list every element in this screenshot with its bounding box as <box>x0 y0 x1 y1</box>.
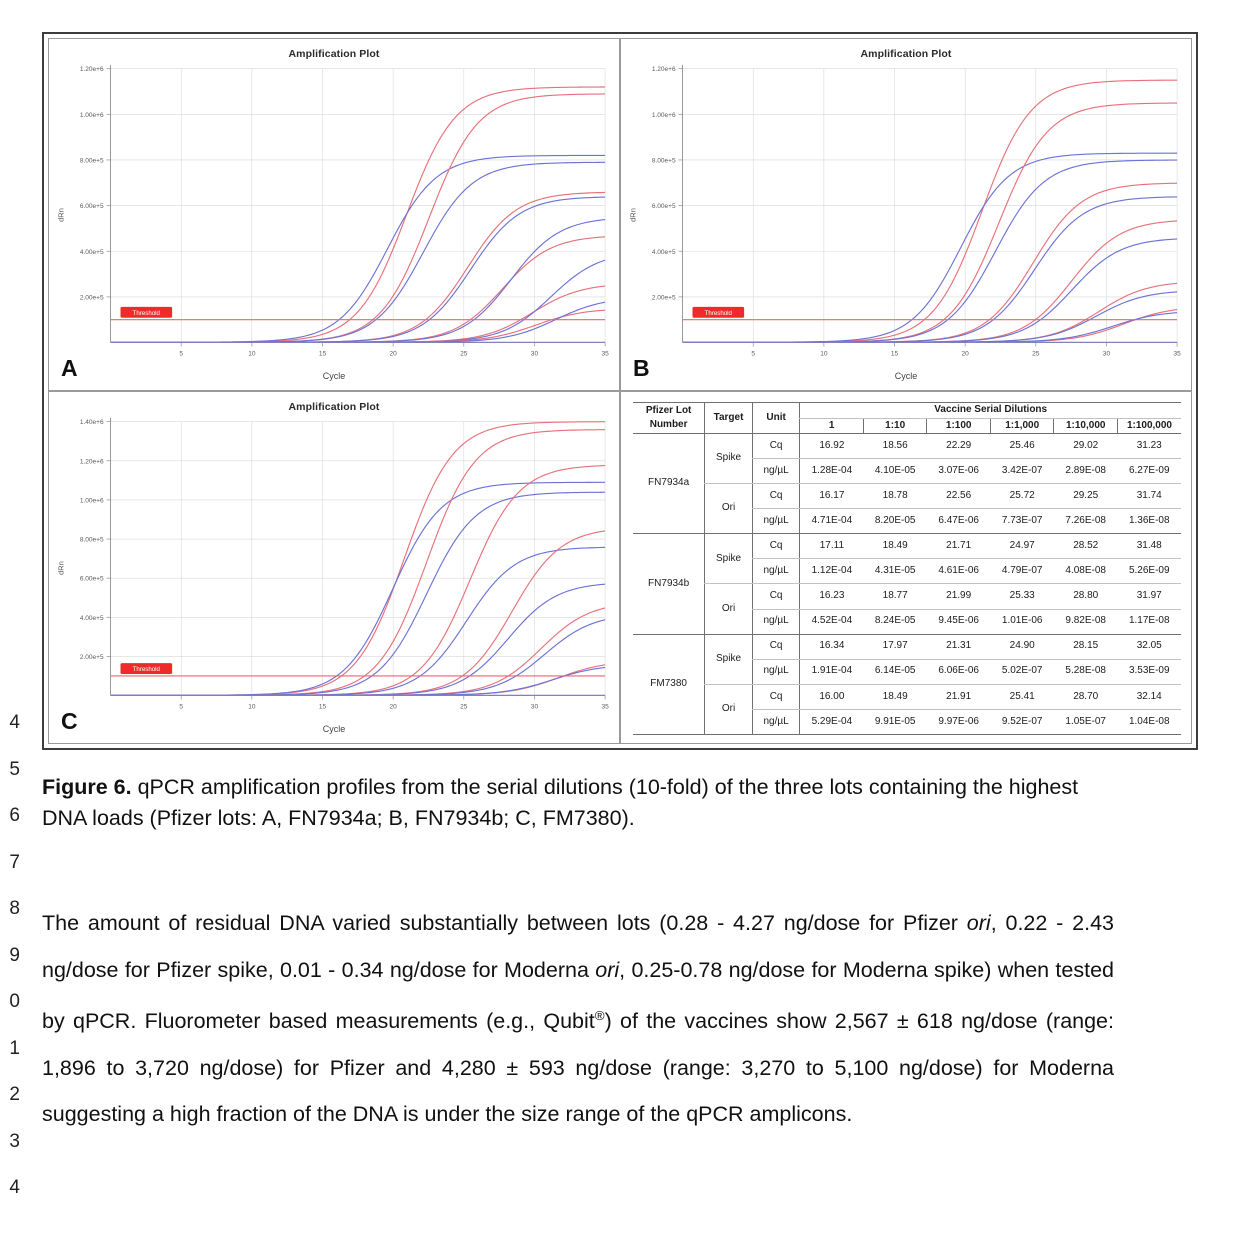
cell-value: 18.56 <box>863 434 927 459</box>
svg-text:25: 25 <box>1032 350 1040 358</box>
cell-value: 4.31E-05 <box>863 559 927 584</box>
qpcr-results-table-panel <box>620 391 1192 744</box>
svg-text:8.00e+5: 8.00e+5 <box>79 157 104 165</box>
cell-value: 9.82E-08 <box>1054 609 1118 634</box>
cell-value: 25.72 <box>990 484 1054 509</box>
cell-value: 16.34 <box>800 634 864 659</box>
cell-target: Spike <box>705 634 753 684</box>
cell-value: 32.05 <box>1117 634 1181 659</box>
cell-value: 21.31 <box>927 634 991 659</box>
cell-value: 5.02E-07 <box>990 659 1054 684</box>
cell-value: 8.20E-05 <box>863 509 927 534</box>
cell-unit: Cq <box>752 584 800 609</box>
body-part-1: The amount of residual DNA varied substantially between lots (0.28 - 4.27 ng/dose for Pfizer <box>42 911 967 935</box>
cell-unit: ng/µL <box>752 659 800 684</box>
line-number: 0 <box>9 991 20 1012</box>
cell-value: 3.53E-09 <box>1117 659 1181 684</box>
svg-text:1.40e+6: 1.40e+6 <box>79 419 104 427</box>
line-number: 8 <box>9 898 20 919</box>
svg-text:10: 10 <box>820 350 828 358</box>
cell-unit: ng/µL <box>752 609 800 634</box>
amplification-plot-svg-a <box>49 39 619 390</box>
line-number: 4 <box>9 712 20 733</box>
line-number-margin <box>0 700 20 1212</box>
table-row <box>633 634 1181 659</box>
cell-value: 31.48 <box>1117 534 1181 559</box>
svg-text:15: 15 <box>318 703 327 711</box>
svg-text:10: 10 <box>248 703 256 711</box>
table-row <box>633 484 1181 509</box>
cell-value: 22.29 <box>927 434 991 459</box>
cell-value: 6.27E-09 <box>1117 459 1181 484</box>
body-paragraph <box>42 900 1114 1138</box>
figure-caption <box>42 772 1117 834</box>
cell-lot-number: FM7380 <box>633 634 705 734</box>
body-part-3: , 0.25-0.78 ng/dose for Moderna spike) when tested by qPCR. Fluorometer based measurements (e.g., Qubit <box>42 957 1114 1034</box>
line-number: 3 <box>9 1130 20 1152</box>
figure-caption-text: qPCR amplification profiles from the serial dilutions (10-fold) of the three lots containing the highest DNA loads (Pfizer lots: A, FN7934a; B, FN7934b; C, FM7380). <box>42 775 1079 830</box>
figure-6-container <box>42 32 1198 750</box>
qpcr-results-table <box>633 402 1181 735</box>
line-number: 2 <box>9 1084 20 1105</box>
cell-value: 25.41 <box>990 684 1054 709</box>
svg-text:20: 20 <box>389 350 397 358</box>
header-unit: Unit <box>752 403 800 434</box>
cell-value: 18.78 <box>863 484 927 509</box>
svg-text:1.00e+6: 1.00e+6 <box>79 111 104 119</box>
header-dilution: 1:100,000 <box>1117 418 1181 434</box>
panel-b-amplification-plot <box>620 38 1192 391</box>
svg-text:2.00e+5: 2.00e+5 <box>651 294 676 302</box>
cell-value: 29.25 <box>1054 484 1118 509</box>
svg-text:4.00e+5: 4.00e+5 <box>79 614 104 622</box>
cell-value: 32.14 <box>1117 684 1181 709</box>
cell-value: 3.07E-06 <box>927 459 991 484</box>
svg-text:4.00e+5: 4.00e+5 <box>651 248 676 256</box>
header-vaccine-serial-dilutions: Vaccine Serial Dilutions <box>800 403 1181 419</box>
panel-c-y-axis-title: dRn <box>56 560 66 575</box>
cell-unit: ng/µL <box>752 459 800 484</box>
header-dilution: 1:10 <box>863 418 927 434</box>
cell-value: 9.45E-06 <box>927 609 991 634</box>
body-part-4: ) of the vaccines show 2,567 ± 618 ng/dose (range: 1,896 to 3,720 ng/dose) for Pfizer and 4,280 ± 593 ng/dose (range: 3,270 to 5,100 ng/dose) for Moderna suggesting a high fraction of the DNA is under the size range of the qPCR amplicons. <box>42 1009 1114 1127</box>
cell-unit: Cq <box>752 684 800 709</box>
cell-value: 9.52E-07 <box>990 709 1054 734</box>
cell-value: 2.89E-08 <box>1054 459 1118 484</box>
panel-c-x-axis-title: Cycle <box>322 724 346 734</box>
cell-value: 28.15 <box>1054 634 1118 659</box>
cell-value: 1.05E-07 <box>1054 709 1118 734</box>
cell-value: 17.97 <box>863 634 927 659</box>
table-header-row-group <box>633 403 1181 419</box>
cell-value: 7.73E-07 <box>990 509 1054 534</box>
panel-c-amplification-plot <box>48 391 620 744</box>
cell-value: 5.26E-09 <box>1117 559 1181 584</box>
panel-b-chart <box>621 39 1191 390</box>
cell-value: 21.91 <box>927 684 991 709</box>
cell-target: Ori <box>705 484 753 534</box>
cell-value: 8.24E-05 <box>863 609 927 634</box>
cell-value: 18.49 <box>863 534 927 559</box>
cell-value: 6.14E-05 <box>863 659 927 684</box>
cell-value: 9.97E-06 <box>927 709 991 734</box>
cell-target: Ori <box>705 584 753 634</box>
figure-panel-grid <box>48 38 1192 744</box>
svg-text:20: 20 <box>961 350 969 358</box>
line-number: 9 <box>9 944 20 966</box>
svg-text:30: 30 <box>1102 350 1111 358</box>
cell-value: 31.97 <box>1117 584 1181 609</box>
cell-value: 28.70 <box>1054 684 1118 709</box>
cell-lot-number: FN7934b <box>633 534 705 634</box>
cell-unit: ng/µL <box>752 709 800 734</box>
cell-value: 18.77 <box>863 584 927 609</box>
header-dilution: 1:1,000 <box>990 418 1054 434</box>
cell-value: 1.17E-08 <box>1117 609 1181 634</box>
svg-text:1.00e+6: 1.00e+6 <box>651 111 676 119</box>
cell-value: 1.28E-04 <box>800 459 864 484</box>
svg-text:6.00e+5: 6.00e+5 <box>651 203 676 211</box>
cell-unit: ng/µL <box>752 509 800 534</box>
cell-value: 28.52 <box>1054 534 1118 559</box>
svg-text:1.20e+6: 1.20e+6 <box>651 66 676 74</box>
panel-letter-c: C <box>61 708 78 734</box>
svg-text:6.00e+5: 6.00e+5 <box>79 203 104 211</box>
cell-value: 6.47E-06 <box>927 509 991 534</box>
panel-c-title: Amplification Plot <box>288 401 380 413</box>
body-part-2: , 0.22 - 2.43 ng/dose for Pfizer spike, 0.01 - 0.34 ng/dose for Moderna <box>42 911 1114 982</box>
cell-target: Spike <box>705 434 753 484</box>
cell-unit: Cq <box>752 434 800 459</box>
figure-caption-label: Figure 6. <box>42 775 132 799</box>
table-row <box>633 534 1181 559</box>
body-italic-ori-1: ori <box>966 911 991 935</box>
header-pfizer-lot-number <box>633 403 705 434</box>
svg-text:6.00e+5: 6.00e+5 <box>79 575 104 583</box>
cell-value: 5.28E-08 <box>1054 659 1118 684</box>
cell-value: 16.92 <box>800 434 864 459</box>
cell-value: 1.91E-04 <box>800 659 864 684</box>
cell-target: Spike <box>705 534 753 584</box>
svg-text:25: 25 <box>460 350 468 358</box>
cell-value: 16.00 <box>800 684 864 709</box>
threshold-badge-label: Threshold <box>704 309 732 317</box>
cell-value: 28.80 <box>1054 584 1118 609</box>
svg-text:25: 25 <box>460 703 468 711</box>
cell-value: 31.74 <box>1117 484 1181 509</box>
cell-value: 6.06E-06 <box>927 659 991 684</box>
cell-value: 4.10E-05 <box>863 459 927 484</box>
svg-text:2.00e+5: 2.00e+5 <box>79 653 104 661</box>
cell-value: 4.71E-04 <box>800 509 864 534</box>
cell-value: 24.97 <box>990 534 1054 559</box>
cell-unit: Cq <box>752 534 800 559</box>
panel-letter-a: A <box>61 355 78 381</box>
svg-text:4.00e+5: 4.00e+5 <box>79 248 104 256</box>
cell-value: 4.52E-04 <box>800 609 864 634</box>
line-number: 6 <box>9 805 20 826</box>
panel-a-y-axis-title: dRn <box>56 207 66 222</box>
amplification-plot-svg-b <box>621 39 1191 390</box>
cell-value: 22.56 <box>927 484 991 509</box>
header-lot-line2: Number <box>649 419 688 430</box>
cell-value: 17.11 <box>800 534 864 559</box>
svg-text:8.00e+5: 8.00e+5 <box>651 157 676 165</box>
svg-text:30: 30 <box>530 703 539 711</box>
panel-b-x-axis-title: Cycle <box>894 371 918 381</box>
svg-text:35: 35 <box>601 703 609 711</box>
panel-a-chart <box>49 39 619 390</box>
svg-text:15: 15 <box>318 350 327 358</box>
table-head <box>633 403 1181 434</box>
svg-text:15: 15 <box>890 350 899 358</box>
table-row <box>633 434 1181 459</box>
cell-unit: Cq <box>752 634 800 659</box>
svg-text:20: 20 <box>389 703 397 711</box>
cell-value: 25.33 <box>990 584 1054 609</box>
panel-a-title: Amplification Plot <box>288 48 380 60</box>
cell-value: 24.90 <box>990 634 1054 659</box>
table-body <box>633 434 1181 735</box>
svg-text:5: 5 <box>179 350 184 358</box>
svg-text:8.00e+5: 8.00e+5 <box>79 536 104 544</box>
cell-value: 7.26E-08 <box>1054 509 1118 534</box>
panel-c-chart <box>49 392 619 743</box>
cell-value: 29.02 <box>1054 434 1118 459</box>
svg-text:2.00e+5: 2.00e+5 <box>79 294 104 302</box>
amplification-plot-svg-c <box>49 392 619 743</box>
svg-text:5: 5 <box>179 703 184 711</box>
header-lot-line1: Pfizer Lot <box>645 404 692 416</box>
cell-target: Ori <box>705 684 753 734</box>
cell-value: 1.36E-08 <box>1117 509 1181 534</box>
cell-value: 18.49 <box>863 684 927 709</box>
cell-value: 4.61E-06 <box>927 559 991 584</box>
panel-b-y-axis-title: dRn <box>628 207 638 222</box>
cell-unit: Cq <box>752 484 800 509</box>
cell-value: 31.23 <box>1117 434 1181 459</box>
svg-text:30: 30 <box>530 350 539 358</box>
threshold-badge-label: Threshold <box>132 309 160 317</box>
cell-value: 16.17 <box>800 484 864 509</box>
header-dilution: 1 <box>800 418 864 434</box>
line-number: 4 <box>9 1177 20 1198</box>
cell-value: 1.04E-08 <box>1117 709 1181 734</box>
panel-a-x-axis-title: Cycle <box>322 371 346 381</box>
registered-trademark-symbol: ® <box>594 1008 605 1023</box>
cell-value: 1.01E-06 <box>990 609 1054 634</box>
cell-lot-number: FN7934a <box>633 434 705 534</box>
table-row <box>633 684 1181 709</box>
svg-text:1.20e+6: 1.20e+6 <box>79 66 104 74</box>
cell-value: 4.79E-07 <box>990 559 1054 584</box>
cell-value: 3.42E-07 <box>990 459 1054 484</box>
cell-value: 21.99 <box>927 584 991 609</box>
line-number: 5 <box>9 758 20 780</box>
panel-b-title: Amplification Plot <box>860 48 952 60</box>
header-target: Target <box>705 403 753 434</box>
header-dilution: 1:100 <box>927 418 991 434</box>
svg-text:5: 5 <box>751 350 756 358</box>
svg-text:35: 35 <box>1173 350 1181 358</box>
cell-unit: ng/µL <box>752 559 800 584</box>
svg-text:1.00e+6: 1.00e+6 <box>79 497 104 505</box>
cell-value: 21.71 <box>927 534 991 559</box>
cell-value: 5.29E-04 <box>800 709 864 734</box>
threshold-badge-label: Threshold <box>132 666 160 674</box>
cell-value: 25.46 <box>990 434 1054 459</box>
svg-text:10: 10 <box>248 350 256 358</box>
cell-value: 9.91E-05 <box>863 709 927 734</box>
line-number: 1 <box>9 1037 20 1059</box>
panel-letter-b: B <box>633 355 650 381</box>
header-dilution: 1:10,000 <box>1054 418 1118 434</box>
cell-value: 16.23 <box>800 584 864 609</box>
svg-text:35: 35 <box>601 350 609 358</box>
line-number: 7 <box>9 851 20 873</box>
svg-text:1.20e+6: 1.20e+6 <box>79 458 104 466</box>
body-italic-ori-2: ori <box>595 957 620 982</box>
panel-a-amplification-plot <box>48 38 620 391</box>
cell-value: 4.08E-08 <box>1054 559 1118 584</box>
cell-value: 1.12E-04 <box>800 559 864 584</box>
table-row <box>633 584 1181 609</box>
